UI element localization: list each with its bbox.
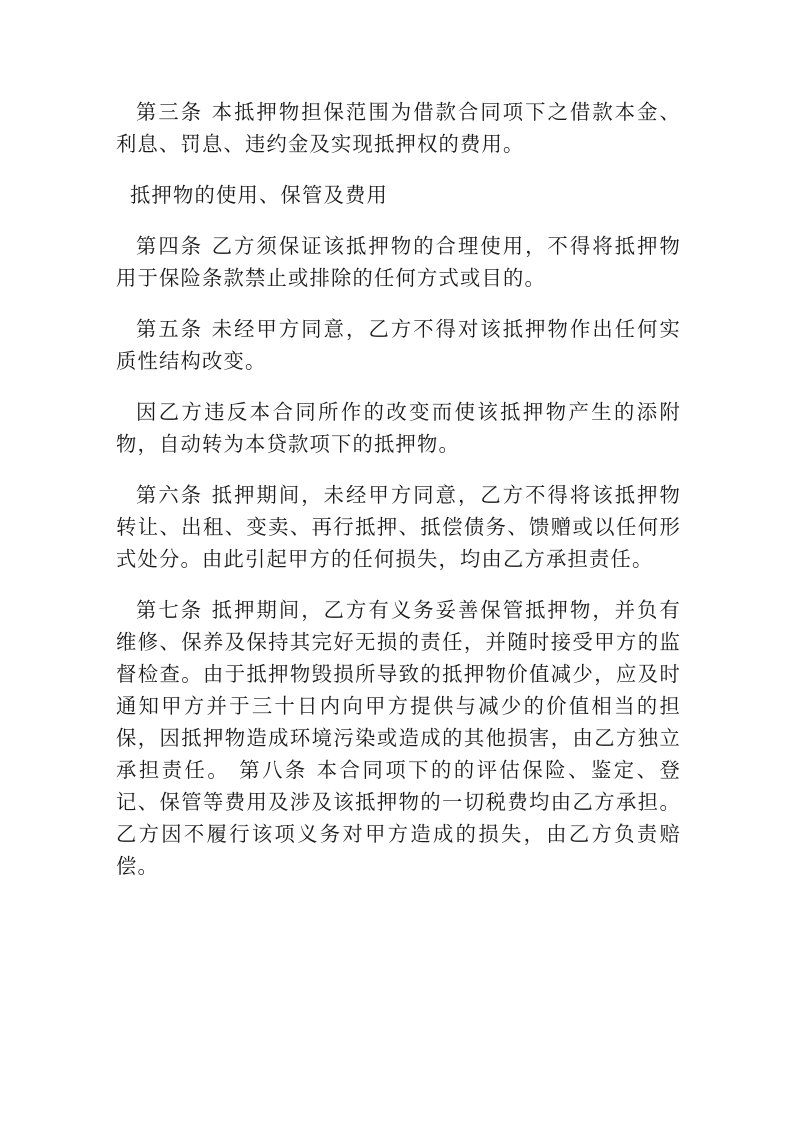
article-7-8-paragraph: 第七条 抵押期间，乙方有义务妥善保管抵押物，并负有维修、保养及保持其完好无损的责任，并随时接受甲方的监督检查。由于抵押物毁损所导致的抵押物价值减少，应及时通知甲方并于三十日内向甲方提供与减少的价值相当的担保，因抵押物造成环境污染或造成的其他损害，由乙方独立承担责任。 第八条 本合同项下的的评估保险、鉴定、登记、保管等费用及涉及该抵押物的一切税费均由乙方承担。乙方因不履行该项义务对甲方造成的损失，由乙方负责赔偿。 xyxy=(116,598,681,878)
section-heading: 抵押物的使用、保管及费用 xyxy=(130,183,388,207)
article-6-paragraph: 第六条 抵押期间，未经甲方同意，乙方不得将该抵押物转让、出租、变卖、再行抵押、抵偿债务、馈赠或以任何形式处分。由此引起甲方的任何损失，均由乙方承担责任。 xyxy=(116,483,681,571)
article-3-paragraph: 第三条 本抵押物担保范围为借款合同项下之借款本金、利息、罚息、违约金及实现抵押权的费用。 xyxy=(116,100,681,156)
accession-paragraph: 因乙方违反本合同所作的改变而使该抵押物产生的添附物，自动转为本贷款项下的抵押物。 xyxy=(116,400,681,456)
article-4-paragraph: 第四条 乙方须保证该抵押物的合理使用，不得将抵押物用于保险条款禁止或排除的任何方式或目的。 xyxy=(116,234,681,290)
article-5-paragraph: 第五条 未经甲方同意，乙方不得对该抵押物作出任何实质性结构改变。 xyxy=(116,317,681,373)
